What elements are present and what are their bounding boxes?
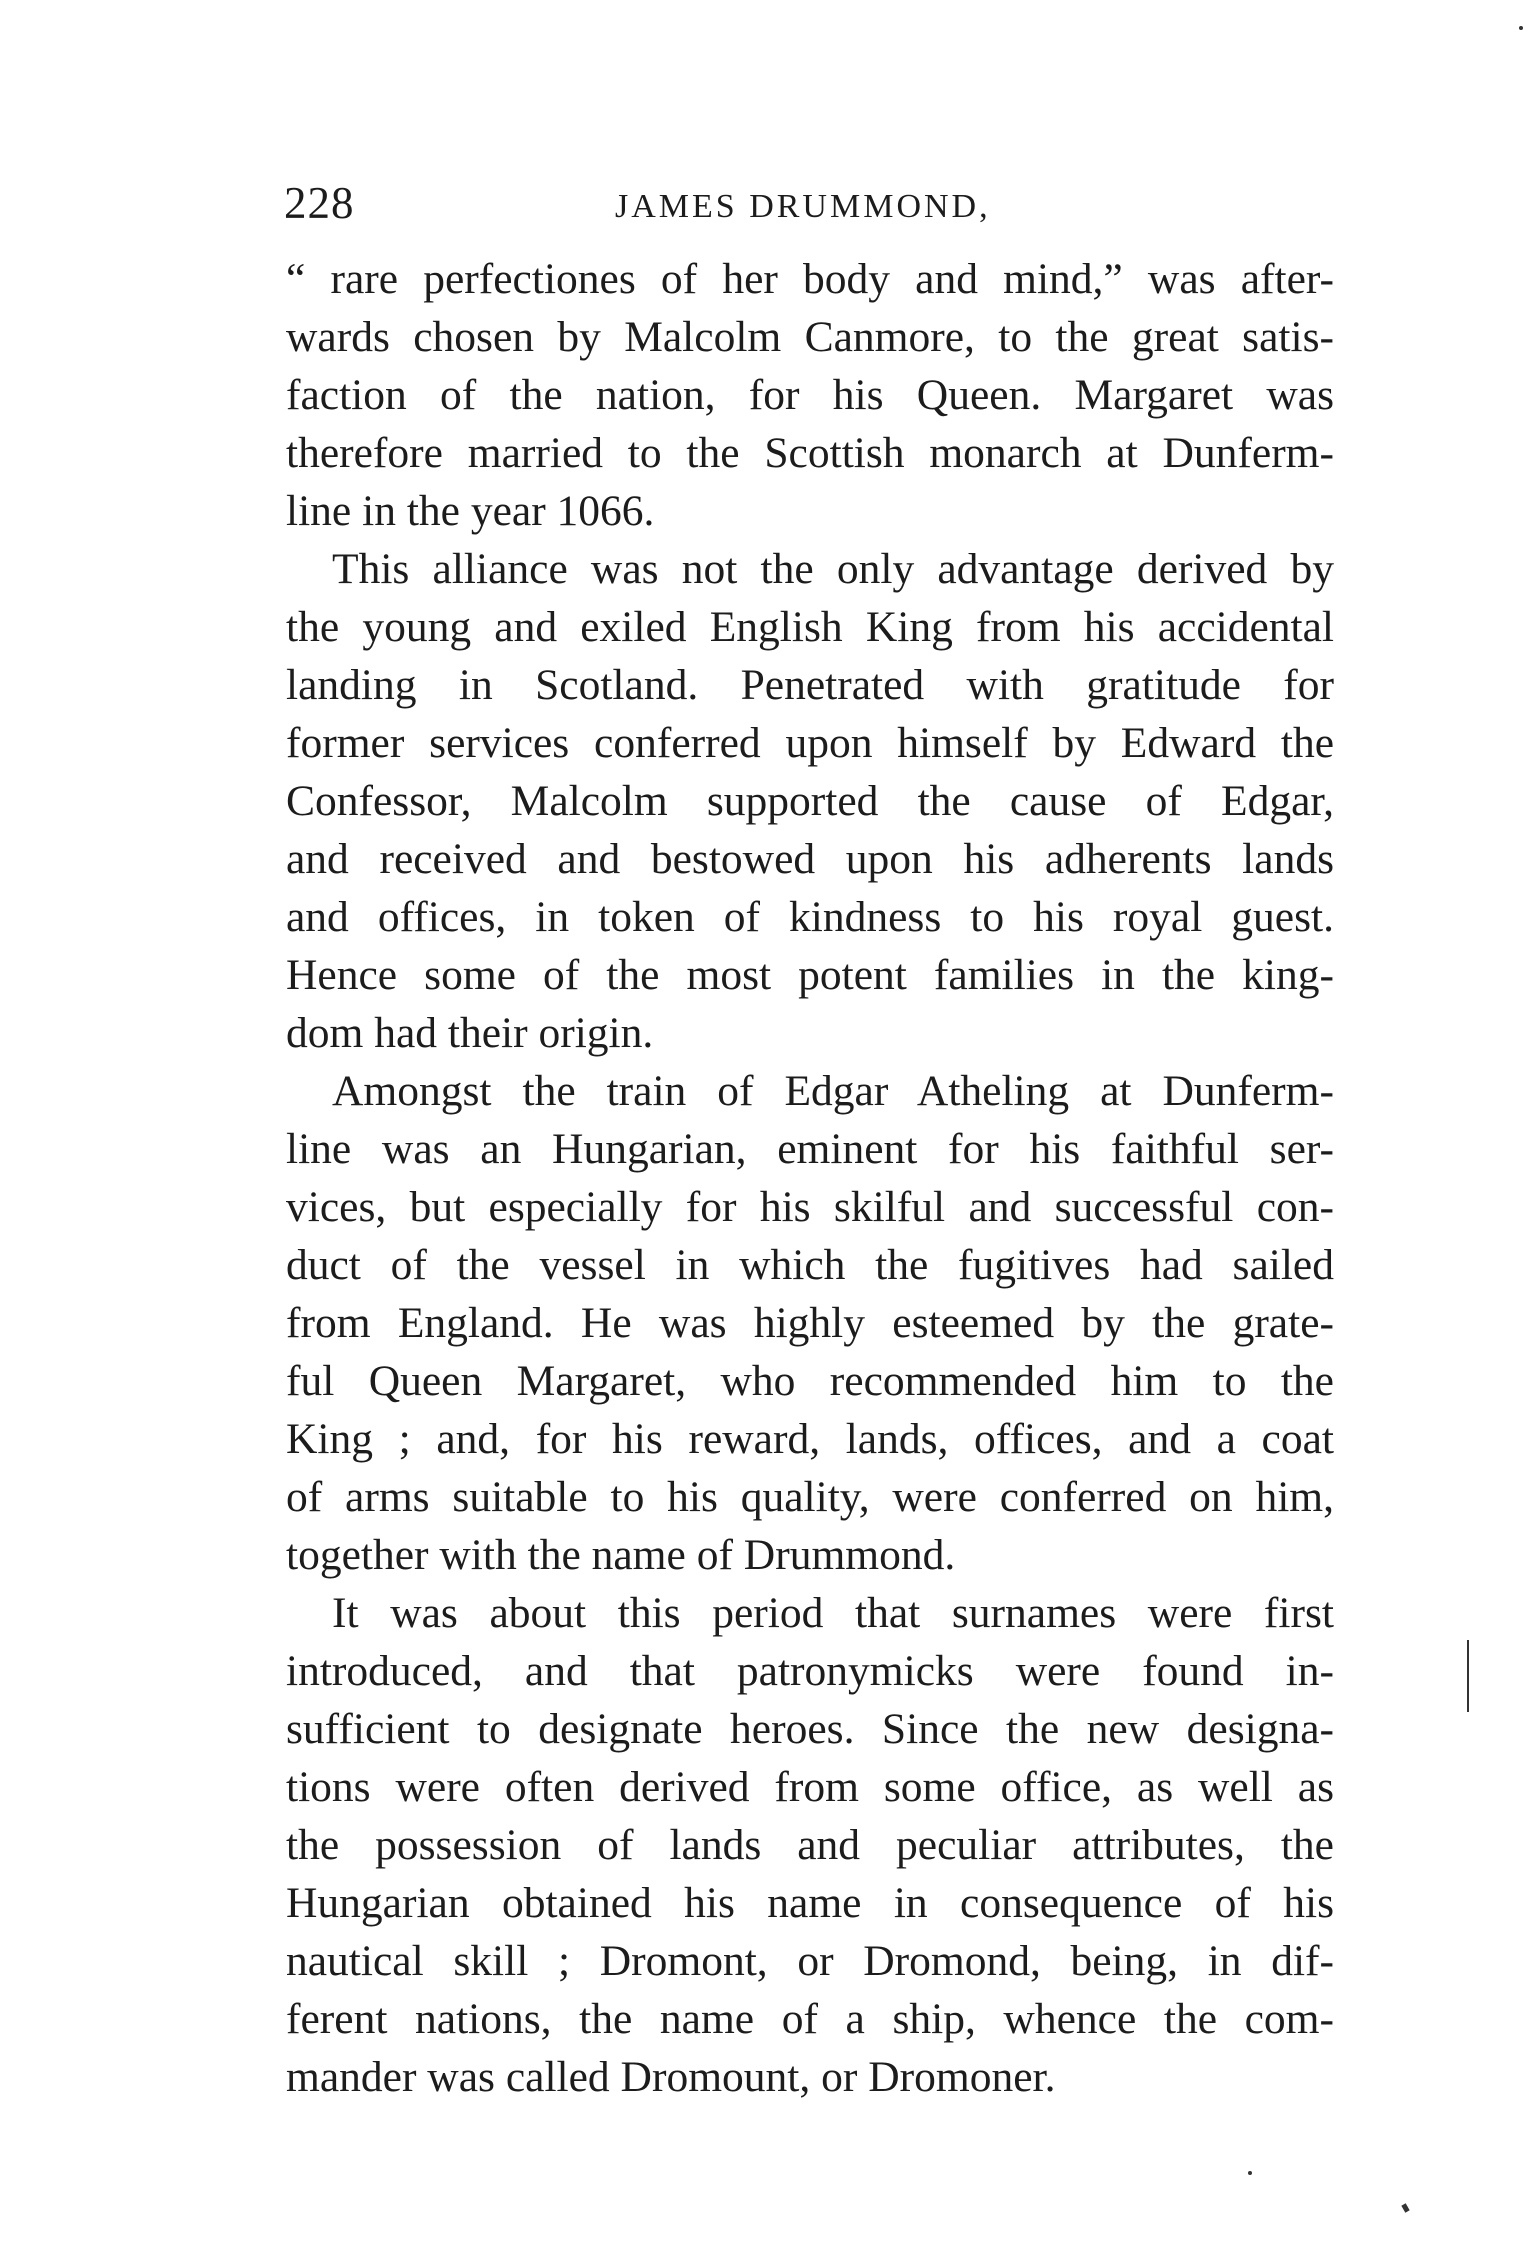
text-line: together with the name of Drummond. (286, 1531, 956, 1579)
text-line: faction of the nation, for his Queen. Margaret was (286, 371, 1334, 419)
scan-speck (1401, 2203, 1409, 2212)
text-line: duct of the vessel in which the fugitives had sailed (286, 1241, 1334, 1289)
text-line: Hence some of the most potent families in the king- (286, 951, 1334, 999)
text-line: sufficient to designate heroes. Since the new designa- (286, 1705, 1334, 1753)
text-line: from England. He was highly esteemed by the grate- (286, 1299, 1334, 1347)
text-line: line was an Hungarian, eminent for his faithful ser- (286, 1125, 1334, 1173)
text-line: line in the year 1066. (286, 487, 655, 535)
text-line: nautical skill ; Dromont, or Dromond, being, in dif- (286, 1937, 1334, 1985)
text-line: ful Queen Margaret, who recommended him to the (286, 1357, 1334, 1405)
text-line: wards chosen by Malcolm Canmore, to the great satis- (286, 313, 1334, 361)
scan-speck (1248, 2171, 1252, 2175)
text-line: landing in Scotland. Penetrated with gratitude for (286, 661, 1334, 709)
text-line: ferent nations, the name of a ship, whence the com- (286, 1995, 1334, 2043)
page-number: 228 (284, 178, 355, 228)
text-line: vices, but especially for his skilful and successful con- (286, 1183, 1334, 1231)
running-title: JAMES DRUMMOND, (615, 188, 991, 225)
text-line: King ; and, for his reward, lands, offices, and a coat (286, 1415, 1334, 1463)
text-line: former services conferred upon himself by Edward the (286, 719, 1334, 767)
paragraph-4 (286, 1584, 1334, 2106)
text-line: of arms suitable to his quality, were conferred on him, (286, 1473, 1334, 1521)
body-text (286, 250, 1334, 2106)
text-line: mander was called Dromount, or Dromoner. (286, 2053, 1056, 2101)
text-line: Confessor, Malcolm supported the cause of Edgar, (286, 777, 1334, 825)
text-line: introduced, and that patronymicks were found in- (286, 1647, 1334, 1695)
running-head (284, 168, 1334, 238)
text-line: the young and exiled English King from his accidental (286, 603, 1334, 651)
text-line: tions were often derived from some office, as well as (286, 1763, 1334, 1811)
scan-margin-line (1467, 1640, 1469, 1712)
text-line: Amongst the train of Edgar Atheling at Dunferm- (332, 1067, 1334, 1115)
paragraph-2 (286, 540, 1334, 1062)
text-line: Hungarian obtained his name in consequence of his (286, 1879, 1334, 1927)
paragraph-1 (286, 250, 1334, 540)
paragraph-3 (286, 1062, 1334, 1584)
text-line: the possession of lands and peculiar attributes, the (286, 1821, 1334, 1869)
scan-speck (1519, 26, 1523, 30)
text-line: and offices, in token of kindness to his royal guest. (286, 893, 1334, 941)
text-line: It was about this period that surnames were first (332, 1589, 1334, 1637)
text-line: This alliance was not the only advantage derived by (332, 545, 1334, 593)
text-line: “ rare perfectiones of her body and mind,” was after- (286, 255, 1334, 303)
text-line: and received and bestowed upon his adherents lands (286, 835, 1334, 883)
text-line: therefore married to the Scottish monarch at Dunferm- (286, 429, 1334, 477)
text-line: dom had their origin. (286, 1009, 654, 1057)
